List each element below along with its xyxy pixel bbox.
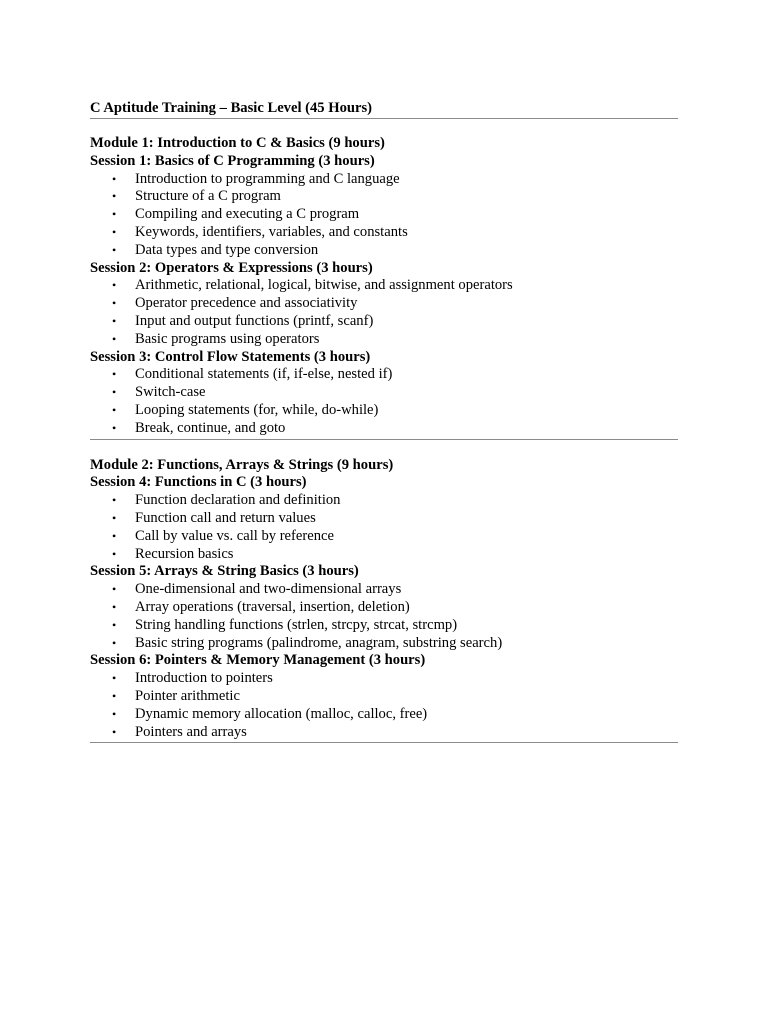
spacer: [90, 119, 678, 135]
topic-list-item: [90, 528, 678, 546]
modules-container: [90, 135, 678, 743]
topic-text: Call by value vs. call by reference: [135, 527, 334, 544]
topic-text: Operator precedence and associativity: [135, 295, 358, 312]
topic-text: Looping statements (for, while, do-while): [135, 401, 379, 418]
bullet-icon: •: [112, 546, 117, 561]
topic-list-item: [90, 670, 678, 688]
topic-list-item: [90, 706, 678, 724]
topic-text: Basic string programs (palindrome, anagram, substring search): [135, 634, 503, 651]
topic-list-item: [90, 724, 678, 742]
bullet-icon: •: [112, 706, 117, 721]
topic-text: Conditional statements (if, if-else, nested if): [135, 366, 393, 383]
module-heading: Module 2: Functions, Arrays & Strings (9 hours): [90, 456, 394, 473]
bullet-icon: •: [112, 671, 117, 686]
topic-text: Arithmetic, relational, logical, bitwise, and assignment operators: [135, 277, 513, 294]
topic-list-item: [90, 546, 678, 564]
session-heading: Session 2: Operators & Expressions (3 hours): [90, 259, 373, 276]
document-title: C Aptitude Training – Basic Level (45 Hours): [90, 99, 678, 119]
topic-text: Pointers and arrays: [135, 723, 247, 740]
topic-text: Compiling and executing a C program: [135, 206, 360, 223]
topic-list: [90, 366, 678, 437]
bullet-icon: •: [112, 420, 117, 435]
bullet-icon: •: [112, 510, 117, 525]
bullet-icon: •: [112, 313, 117, 328]
bullet-icon: •: [112, 367, 117, 382]
topic-list-item: [90, 402, 678, 420]
topic-list-item: [90, 171, 678, 189]
bullet-icon: •: [112, 582, 117, 597]
bullet-icon: •: [112, 207, 117, 222]
bullet-icon: •: [112, 385, 117, 400]
module-heading: Module 1: Introduction to C & Basics (9 hours): [90, 135, 385, 151]
topic-list-item: [90, 384, 678, 402]
bullet-icon: •: [112, 635, 117, 650]
topic-text: Data types and type conversion: [135, 241, 319, 258]
bullet-icon: •: [112, 296, 117, 311]
bullet-icon: •: [112, 224, 117, 239]
bullet-icon: •: [112, 493, 117, 508]
topic-list-item: [90, 295, 678, 313]
bullet-icon: •: [112, 688, 117, 703]
topic-text: Basic programs using operators: [135, 330, 320, 347]
topic-list-item: [90, 188, 678, 206]
bullet-icon: •: [112, 189, 117, 204]
topic-list-item: [90, 599, 678, 617]
topic-text: Introduction to pointers: [135, 670, 273, 687]
module-section: [90, 457, 678, 744]
topic-text: One-dimensional and two-dimensional arrays: [135, 581, 402, 598]
bullet-icon: •: [112, 402, 117, 417]
topic-text: Dynamic memory allocation (malloc, calloc, free): [135, 705, 428, 722]
topic-text: Function call and return values: [135, 509, 316, 526]
session-heading: Session 6: Pointers & Memory Management (3 hours): [90, 652, 426, 669]
module-spacer: [90, 440, 678, 457]
session-heading: Session 1: Basics of C Programming (3 hours): [90, 152, 375, 169]
bullet-icon: •: [112, 528, 117, 543]
bullet-icon: •: [112, 617, 117, 632]
topic-list-item: [90, 331, 678, 349]
session-heading: Session 4: Functions in C (3 hours): [90, 474, 307, 491]
bullet-icon: •: [112, 331, 117, 346]
topic-list: [90, 171, 678, 260]
topic-text: Keywords, identifiers, variables, and constants: [135, 223, 408, 240]
topic-text: Recursion basics: [135, 545, 234, 562]
topic-text: Input and output functions (printf, scanf): [135, 312, 374, 329]
topic-text: Array operations (traversal, insertion, deletion): [135, 598, 410, 615]
topic-list-item: [90, 420, 678, 438]
topic-text: Introduction to programming and C language: [135, 170, 400, 187]
topic-text: String handling functions (strlen, strcpy, strcat, strcmp): [135, 616, 458, 633]
bullet-icon: •: [112, 278, 117, 293]
topic-list-item: [90, 206, 678, 224]
topic-list-item: [90, 242, 678, 260]
topic-text: Structure of a C program: [135, 188, 281, 205]
topic-list: [90, 670, 678, 741]
topic-list-item: [90, 366, 678, 384]
topic-list-item: [90, 313, 678, 331]
document-page: [90, 99, 678, 743]
topic-list-item: [90, 635, 678, 653]
topic-list: [90, 581, 678, 652]
topic-list-item: [90, 617, 678, 635]
topic-list-item: [90, 492, 678, 510]
session-heading: Session 3: Control Flow Statements (3 hours): [90, 348, 371, 365]
topic-text: Switch-case: [135, 384, 206, 401]
module-section: [90, 135, 678, 440]
topic-list-item: [90, 224, 678, 242]
topic-text: Pointer arithmetic: [135, 687, 240, 704]
bullet-icon: •: [112, 171, 117, 186]
topic-list-item: [90, 510, 678, 528]
bullet-icon: •: [112, 242, 117, 257]
topic-list-item: [90, 581, 678, 599]
topic-list: [90, 492, 678, 563]
bullet-icon: •: [112, 599, 117, 614]
topic-list: [90, 277, 678, 348]
topic-list-item: [90, 277, 678, 295]
topic-text: Function declaration and definition: [135, 492, 341, 509]
bullet-icon: •: [112, 724, 117, 739]
topic-list-item: [90, 688, 678, 706]
session-heading: Session 5: Arrays & String Basics (3 hours): [90, 563, 359, 580]
topic-text: Break, continue, and goto: [135, 419, 286, 436]
